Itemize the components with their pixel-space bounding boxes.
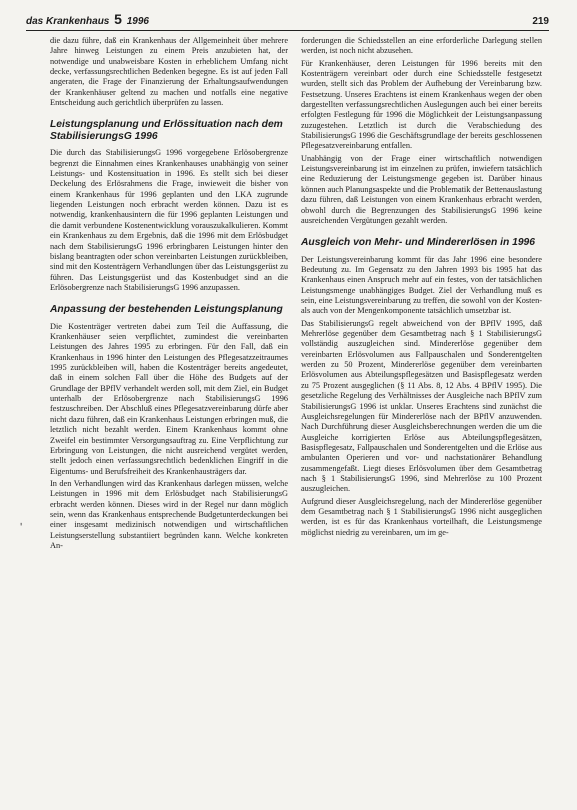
paragraph: Für Krankenhäuser, deren Leistungen für 1996 bereits mit den Kostenträgern vereinbart oder durch eine Schiedsstelle festgesetzt wurden, stellt sich das Problem der Aufhebung der Vereinbarung bzw. Festsetzung. Unseres Erachtens ist einem Krankenhaus wegen der oben dargestellten verfassungsrechtlichen Auslegungen auch bei einer bereits erfolgten Festlegung für 1996 die Möglichkeit der Leistungsanpassung zuzugestehen. Letztlich ist durch die Verabschiedung des StabilisierungsG 1996 die Geschäftsgrundlage der bereits geschlossenen Pflegesatzvereinbarung entfallen. bbox=[301, 58, 542, 151]
journal-title bbox=[26, 11, 149, 27]
paragraph: Aufgrund dieser Ausgleichsregelung, nach der Mindererlöse gegenüber dem Gesamtbetrag nach § 1 StabilisierungsG 1996 nicht ausgeglichen werden, ist es für das Krankenhaus vorteilhaft, die Leistungsmenge möglichst niedrig zu vereinbaren, um im ge- bbox=[301, 496, 542, 537]
paragraph: die dazu führe, daß ein Krankenhaus der Allgemeinheit über mehrere Jahre hinweg Leistungen zu einem Preis anzubieten hat, der notwendige und unabweisbare Kosten in erheblichem Umfang nicht decke, verfassungsrechtlichen Bedenken begegne. Es ist auf jeden Fall angeraten, die Frage der Finanzierung der Erhaltungsaufwendungen der Krankenhäuser geltend zu machen und notfalls eine negative Entscheidung auch gerichtlich überprüfen zu lassen. bbox=[50, 36, 288, 108]
paragraph: Die Kostenträger vertreten dabei zum Teil die Auffassung, die Krankenhäuser seien verpflichtet, zumindest die vereinbarten Leistungen des Jahres 1995 zu erbringen. Für den Fall, daß ein Krankenhaus in 1996 hinter den Leistungen des Pflegesatzzeitraumes 1995 zurückbleiben will, haben die Kostenträger bereits angedeutet, daß in einem solchen Fall über die Höhe des Budgets auf der Grundlage der BPflV verhandelt werden soll, mit dem Ziel, ein Budget unterhalb der Erlösobergrenze nach StabilisierungsG 1996 festzuschreiben. Der Abschluß eines Pflegesatzvereinbarung dürfe aber nicht dazu führen, daß ein Krankenhaus Leistungen erbringen muß, die letztlich nicht bezahlt werden. Einem Krankenhaus kommt ohne Zweifel ein bestimmter Versorgungsauftrag zu. Eine Verpflichtung zur Erbringung von Leistungen, die nicht ausreichend vergütet werden, stellt jedoch einen verfassungsrechtlich bedenklichen Eingriff in die Eigentums- und Berufsfreiheit des Krankenhausträgers dar. bbox=[50, 321, 288, 476]
section-heading: Leistungsplanung und Erlössituation nach dem StabilisierungsG 1996 bbox=[50, 119, 283, 142]
paragraph: Unabhängig von der Frage einer wirtschaftlich notwendigen Leistungsvereinbarung ist im einzelnen zu prüfen, inwiefern tatsächlich eine Reduzierung der Leistungsmenge gegeben ist. Darüber hinaus können auch Planungsaspekte und die Problematik der Bettenauslastung dazu führen, daß Leistungen von einem Krankenhaus erbracht werden, obwohl durch die Begrenzungen des StabilisierungsG 1996 keine ausreichenden Vergütungen gezahlt werden. bbox=[301, 153, 542, 225]
section-heading: Anpassung der bestehenden Leistungsplanung bbox=[50, 304, 283, 316]
running-header bbox=[26, 12, 549, 31]
paragraph: In den Verhandlungen wird das Krankenhaus darlegen müssen, welche Leistungen in 1996 mit dem Erlösbudget nach StabilisierungsG erbracht werden können. Dieses wird in der Regel nur dann möglich sein, wenn das Krankenhaus entsprechende Budgetunterdeckungen bei einer insgesamt medizinisch notwendigen und wirtschaftlichen Leistungserstellung substantiiert begründen kann. Welche konkreten An- bbox=[50, 478, 288, 550]
issue-number: 5 bbox=[114, 11, 122, 27]
paragraph: Das StabilisierungsG regelt abweichend von der BPflV 1995, daß Mehrerlöse gegenüber dem Gesamtbetrag nach § 1 StabilisierungsG vollständig auszugleichen sind. Mindererlöse gegenüber dem vereinbarten Erlösvolumen aus Fallpauschalen und Sonderentgelten werden zu 50 Prozent, Mindererlöse gegenüber dem vereinbarten Erlösvolumen aus Abteilungspflegesätzen und Basispflegesatz werden zu 75 Prozent ausgeglichen (§ 11 Abs. 8, 12 Abs. 4 BPflV 1995). Die gesetzliche Regelung des Verhältnisses der Ausgleiche nach BPflV zum StabilisierungsG 1996 ist unklar. Unseres Erachtens sind zunächst die Ausgleichsregelungen für Mindererlöse nach der BPflV anzuwenden. Nach Durchführung dieser Ausgleichsberechnungen werden die um die Ausgleiche korrigierten Erlöse aus Abteilungspflegesätzen, Basispflegesatz, Fallpauschalen und Sonderentgelten und die Erlöse aus ambulanten Operieren und vor- und nachstationärer Behandlung zusammengefaßt. Liegt dieses Erlösvolumen über dem Gesamtbetrag nach § 1 StabilisierungsG 1996, sind Mehrerlöse zu 100 Prozent auszugleichen. bbox=[301, 318, 542, 494]
margin-mark: ʹ bbox=[20, 520, 23, 534]
left-column bbox=[50, 36, 288, 551]
page-number: 219 bbox=[532, 16, 549, 27]
paragraph: forderungen die Schiedsstellen an eine erforderliche Darlegung stellen werden, ist noch nicht abzusehen. bbox=[301, 36, 542, 56]
paragraph: Die durch das StabilisierungsG 1996 vorgegebene Erlösobergrenze begrenzt die Einnahmen eines Krankenhauses unabhängig von seiner Leistungs- und Kostensituation in 1996. Es stellt sich bei dieser Deckelung des Erlösrahmens die Frage, inwieweit die bisher von einem Krankenhaus für 1996 geplanten und den LKA zugrunde liegenden Leistungen noch erbracht werden können. Dazu ist es notwendig, krankenhausintern die für 1996 geplanten Leistungen und die damit verbundene Kostenentwicklung vorauszukalkulieren. Kommt ein Krankenhaus zu dem Ergebnis, daß die 1996 mit dem Erlösbudget nach dem StabilisierungsG 1996 erbringbaren Leistungen hinter den bislang beantragten oder schon vereinbarten Leistungen zurückbleiben, sind mit den Kostenträgern Verhandlungen über das Leistungsgerüst zu führen. Das Leistungsgerüst und das Kostenbudget sind an die Erlösobergrenze nach StabilisierungsG 1996 anzupassen. bbox=[50, 148, 288, 292]
section-heading: Ausgleich von Mehr- und Mindererlösen in 1996 bbox=[301, 237, 536, 249]
journal-name: das Krankenhaus bbox=[26, 16, 110, 27]
paragraph: Der Leistungsvereinbarung kommt für das Jahr 1996 eine besondere Bedeutung zu. Im Gegensatz zu den Jahren 1993 bis 1995 hat das Krankenhaus einen Anspruch mehr auf ein festes, von der tatsächlichen Leistungsmenge unabhängiges Budget. Ziel der Verhandlung muß es sein, eine Leistungsvereinbarung zu treffen, die sowohl von der Kosten- als auch von der Mengenkomponente tatsächlich umsetzbar ist. bbox=[301, 254, 542, 316]
journal-year: 1996 bbox=[126, 16, 149, 27]
right-column bbox=[301, 36, 542, 538]
